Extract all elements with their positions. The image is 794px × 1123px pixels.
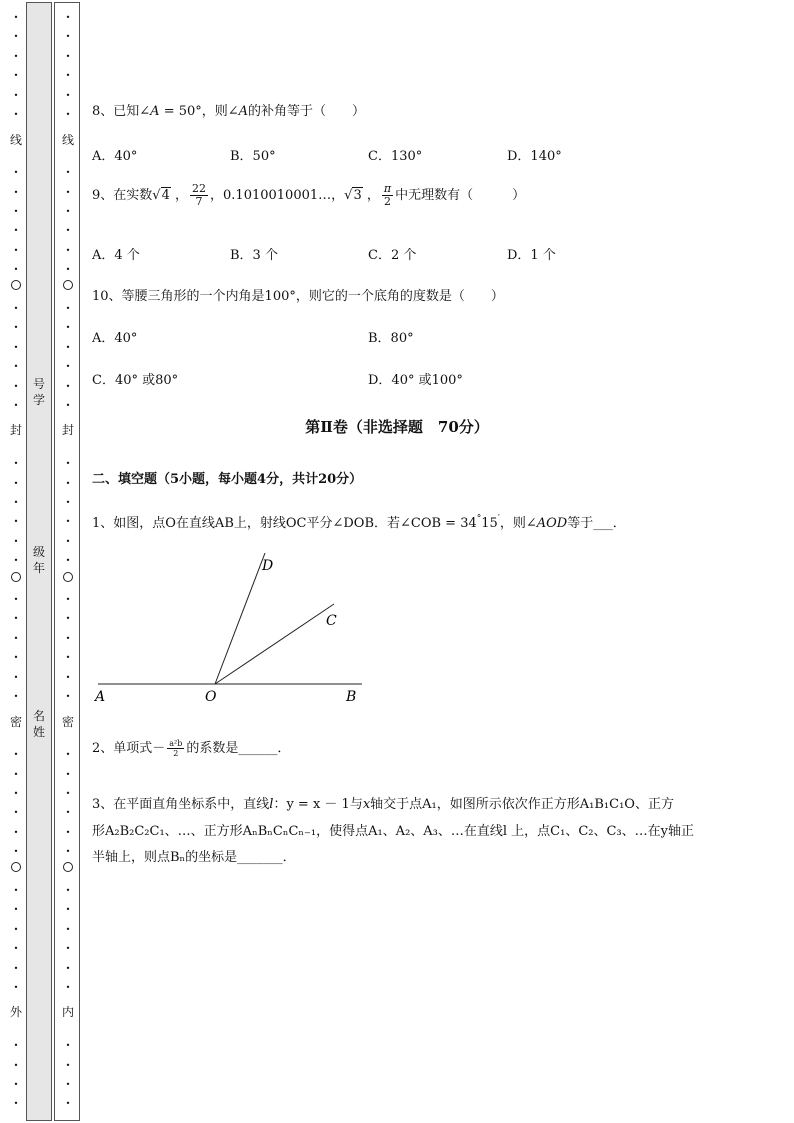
question-8 bbox=[92, 100, 365, 119]
name-label: 名 姓 bbox=[32, 709, 45, 739]
binding-dot: • bbox=[13, 90, 19, 100]
binding-dot: • bbox=[13, 478, 19, 488]
q8-option-c[interactable]: C．130° bbox=[368, 149, 423, 164]
binding-dot: • bbox=[65, 769, 71, 779]
binding-dot: • bbox=[65, 963, 71, 973]
q9-text: 0.1010010001…， bbox=[223, 188, 345, 203]
fill3-text: 3、在平面直角坐标系中，直线 bbox=[92, 797, 270, 812]
fraction-pi-2: $\frac{\pi}{2}$ bbox=[383, 182, 392, 208]
q9-option-a[interactable]: A．4 个 bbox=[92, 248, 140, 263]
binding-dot: • bbox=[65, 633, 71, 643]
binding-dot: • bbox=[13, 983, 19, 992]
binding-label: 线 bbox=[7, 133, 25, 147]
binding-dot: • bbox=[13, 517, 19, 527]
binding-dot: • bbox=[65, 983, 71, 992]
q10-option-d[interactable]: D．40° 或100° bbox=[368, 373, 463, 388]
binding-circle-icon bbox=[11, 862, 21, 872]
outer-binding-line bbox=[11, 0, 21, 1123]
student-id-label: 号 学 bbox=[32, 377, 45, 407]
binding-dot: • bbox=[65, 51, 71, 61]
label-c: C bbox=[326, 613, 337, 629]
binding-dot: • bbox=[13, 672, 19, 682]
binding-label: 封 bbox=[59, 423, 77, 437]
fill-question-3-line-2: 形A₂B₂C₂C₁、…、正方形AₙBₙCₙCₙ₋₁，使得点A₁、A₂、A₃、…在直线l 上，点C₁、C₂、C₃、…在y轴正 bbox=[92, 824, 694, 839]
binding-dot: • bbox=[65, 13, 71, 22]
binding-dot: • bbox=[65, 71, 71, 81]
binding-dot: • bbox=[13, 323, 19, 333]
binding-label: 外 bbox=[7, 1005, 25, 1019]
binding-dot: • bbox=[65, 342, 71, 352]
binding-dot: • bbox=[13, 342, 19, 352]
binding-dot: • bbox=[65, 459, 71, 469]
binding-dot: • bbox=[13, 207, 19, 216]
section-title: 第Ⅱ卷（非选择题 70分） bbox=[305, 418, 489, 436]
binding-dot: • bbox=[13, 769, 19, 779]
fill2-text: 的系数是______． bbox=[186, 741, 291, 756]
binding-dot: • bbox=[65, 1041, 71, 1051]
grade-label: 级 年 bbox=[32, 545, 45, 575]
inner-binding-line bbox=[63, 0, 73, 1123]
fill-question-3-line-3: 半轴上，则点Bₙ的坐标是_______． bbox=[92, 850, 296, 865]
minute-mark: ′ bbox=[497, 514, 500, 524]
binding-dot: • bbox=[65, 1080, 71, 1089]
sqrt-3: √3 bbox=[344, 188, 362, 203]
q10-option-c[interactable]: C．40° 或80° bbox=[92, 373, 179, 388]
binding-dot: • bbox=[65, 304, 71, 313]
fill1-text: ，则∠ bbox=[499, 516, 537, 531]
fill1-text: 15 bbox=[481, 516, 498, 531]
binding-dot: • bbox=[13, 226, 19, 236]
binding-dot: • bbox=[13, 789, 19, 798]
binding-dot: • bbox=[65, 653, 71, 663]
binding-dot: • bbox=[13, 944, 19, 954]
fraction-22-7: $\frac{22}{7}$ bbox=[192, 182, 206, 208]
sqrt-4: √4 bbox=[152, 188, 170, 203]
binding-label: 密 bbox=[7, 715, 25, 729]
binding-dot: • bbox=[65, 245, 71, 255]
binding-dot: • bbox=[65, 614, 71, 624]
q8-option-b[interactable]: B．50° bbox=[230, 149, 276, 164]
binding-dot: • bbox=[13, 808, 19, 818]
binding-dot: • bbox=[65, 32, 71, 42]
q9-text: 9、在实数 bbox=[92, 188, 153, 203]
binding-circle-icon bbox=[11, 280, 21, 290]
binding-dot: • bbox=[65, 944, 71, 954]
label-a: A bbox=[95, 689, 106, 705]
binding-dot: • bbox=[65, 692, 71, 701]
binding-dot: • bbox=[13, 381, 19, 391]
binding-dot: • bbox=[65, 90, 71, 100]
fill-question-2 bbox=[92, 737, 290, 758]
binding-dot: • bbox=[13, 362, 19, 372]
fill2-text: 2、单项式－ bbox=[92, 741, 166, 756]
binding-dot: • bbox=[13, 304, 19, 313]
binding-dot: • bbox=[65, 536, 71, 546]
label-b: B bbox=[346, 689, 357, 705]
binding-dot: • bbox=[65, 168, 71, 178]
fill-question-3-line-1 bbox=[92, 793, 674, 812]
binding-dot: • bbox=[13, 924, 19, 934]
binding-circle-icon bbox=[63, 862, 73, 872]
binding-dot: • bbox=[13, 110, 19, 119]
binding-circle-icon bbox=[63, 280, 73, 290]
monomial-fraction: $\frac{\text{a²b}}{2}$ bbox=[169, 739, 183, 758]
q8-option-d[interactable]: D．140° bbox=[507, 149, 562, 164]
binding-dot: • bbox=[65, 847, 71, 857]
binding-dot: • bbox=[65, 381, 71, 391]
q8-text: = 50°，则∠ bbox=[159, 104, 239, 119]
binding-dot: • bbox=[65, 556, 71, 566]
label-o: O bbox=[205, 689, 217, 705]
binding-dot: • bbox=[65, 1060, 71, 1070]
binding-dot: • bbox=[13, 614, 19, 624]
binding-dot: • bbox=[65, 672, 71, 682]
binding-dot: • bbox=[13, 963, 19, 973]
binding-dot: • bbox=[13, 633, 19, 643]
binding-circle-icon bbox=[63, 572, 73, 582]
binding-dot: • bbox=[13, 886, 19, 895]
binding-dot: • bbox=[65, 789, 71, 798]
fill3-text: 轴交于点A₁，如图所示依次作正方形A₁B₁C₁O、正方 bbox=[370, 797, 674, 812]
binding-dot: • bbox=[65, 808, 71, 818]
binding-dot: • bbox=[13, 401, 19, 410]
binding-dot: • bbox=[13, 847, 19, 857]
binding-dot: • bbox=[65, 110, 71, 119]
ray-oc bbox=[215, 604, 334, 684]
q8-option-a[interactable]: A．40° bbox=[92, 149, 138, 164]
binding-dot: • bbox=[13, 692, 19, 701]
fill3-text: ：y = x － 1与 bbox=[273, 797, 363, 812]
fill1-var: AOD bbox=[536, 516, 568, 531]
ray-od bbox=[215, 553, 265, 684]
binding-dot: • bbox=[65, 187, 71, 197]
fill-in-heading: 二、填空题（5小题，每小题4分，共计20分） bbox=[92, 472, 363, 487]
binding-dot: • bbox=[65, 750, 71, 760]
binding-dot: • bbox=[13, 459, 19, 469]
q8-var: A bbox=[150, 104, 160, 119]
fill-question-1 bbox=[92, 512, 626, 531]
fill3-var: l bbox=[269, 797, 274, 812]
binding-dot: • bbox=[13, 168, 19, 178]
binding-dot: • bbox=[13, 653, 19, 663]
binding-dot: • bbox=[13, 32, 19, 42]
binding-dot: • bbox=[65, 265, 71, 275]
binding-circle-icon bbox=[11, 572, 21, 582]
binding-dot: • bbox=[65, 905, 71, 915]
binding-dot: • bbox=[13, 1041, 19, 1051]
binding-dot: • bbox=[13, 1060, 19, 1070]
binding-dot: • bbox=[65, 924, 71, 934]
label-d: D bbox=[262, 558, 274, 574]
binding-label: 封 bbox=[7, 423, 25, 437]
binding-dot: • bbox=[65, 226, 71, 236]
binding-label: 密 bbox=[59, 715, 77, 729]
binding-dot: • bbox=[13, 245, 19, 255]
binding-dot: • bbox=[65, 595, 71, 604]
question-9: 9、在实数√4 ， $\frac{22}{7}$ ，0.1010010001…，√3 ， $\frac{\pi}{2}$ 中无理数有（ ） bbox=[92, 182, 526, 208]
q9-option-b[interactable]: B．3 个 bbox=[230, 248, 278, 263]
q8-var: A bbox=[238, 104, 249, 119]
q10-option-b[interactable]: B．80° bbox=[368, 331, 414, 346]
binding-dot: • bbox=[65, 498, 71, 507]
question-10: 10、等腰三角形的一个内角是100°，则它的一个底角的度数是（ ） bbox=[92, 289, 504, 304]
q8-text: 8、已知∠ bbox=[92, 104, 151, 119]
binding-dot: • bbox=[13, 13, 19, 22]
fill1-text: 等于___． bbox=[567, 516, 626, 531]
binding-dot: • bbox=[13, 750, 19, 760]
binding-dot: • bbox=[65, 517, 71, 527]
binding-dot: • bbox=[13, 71, 19, 81]
q9-option-c[interactable]: C．2 个 bbox=[368, 248, 417, 263]
binding-dot: • bbox=[13, 1080, 19, 1089]
binding-dot: • bbox=[65, 323, 71, 333]
binding-label: 线 bbox=[59, 133, 77, 147]
binding-dot: • bbox=[13, 51, 19, 61]
binding-dot: • bbox=[65, 478, 71, 488]
binding-dot: • bbox=[65, 827, 71, 837]
binding-dot: • bbox=[13, 187, 19, 197]
binding-dot: • bbox=[13, 827, 19, 837]
q10-option-a[interactable]: A．40° bbox=[92, 331, 138, 346]
binding-dot: • bbox=[13, 1099, 19, 1109]
binding-dot: • bbox=[13, 595, 19, 604]
binding-dot: • bbox=[13, 556, 19, 566]
angle-figure bbox=[90, 548, 370, 708]
binding-dot: • bbox=[65, 401, 71, 410]
binding-dot: • bbox=[65, 1099, 71, 1109]
binding-dot: • bbox=[65, 362, 71, 372]
binding-dot: • bbox=[13, 905, 19, 915]
binding-dot: • bbox=[65, 886, 71, 895]
q9-text: 中无理数有（ ） bbox=[395, 188, 526, 203]
binding-dot: • bbox=[65, 207, 71, 216]
binding-dot: • bbox=[13, 536, 19, 546]
q8-text: 的补角等于（ ） bbox=[248, 104, 366, 119]
degree-mark: ° bbox=[476, 514, 482, 524]
q9-option-d[interactable]: D．1 个 bbox=[507, 248, 556, 263]
fill1-text: 1、如图，点O在直线AB上，射线OC平分∠DOB．若∠COB = 34 bbox=[92, 516, 477, 531]
binding-dot: • bbox=[13, 265, 19, 275]
binding-label: 内 bbox=[59, 1005, 77, 1019]
fill3-var: x bbox=[362, 797, 371, 812]
binding-dot: • bbox=[13, 498, 19, 507]
